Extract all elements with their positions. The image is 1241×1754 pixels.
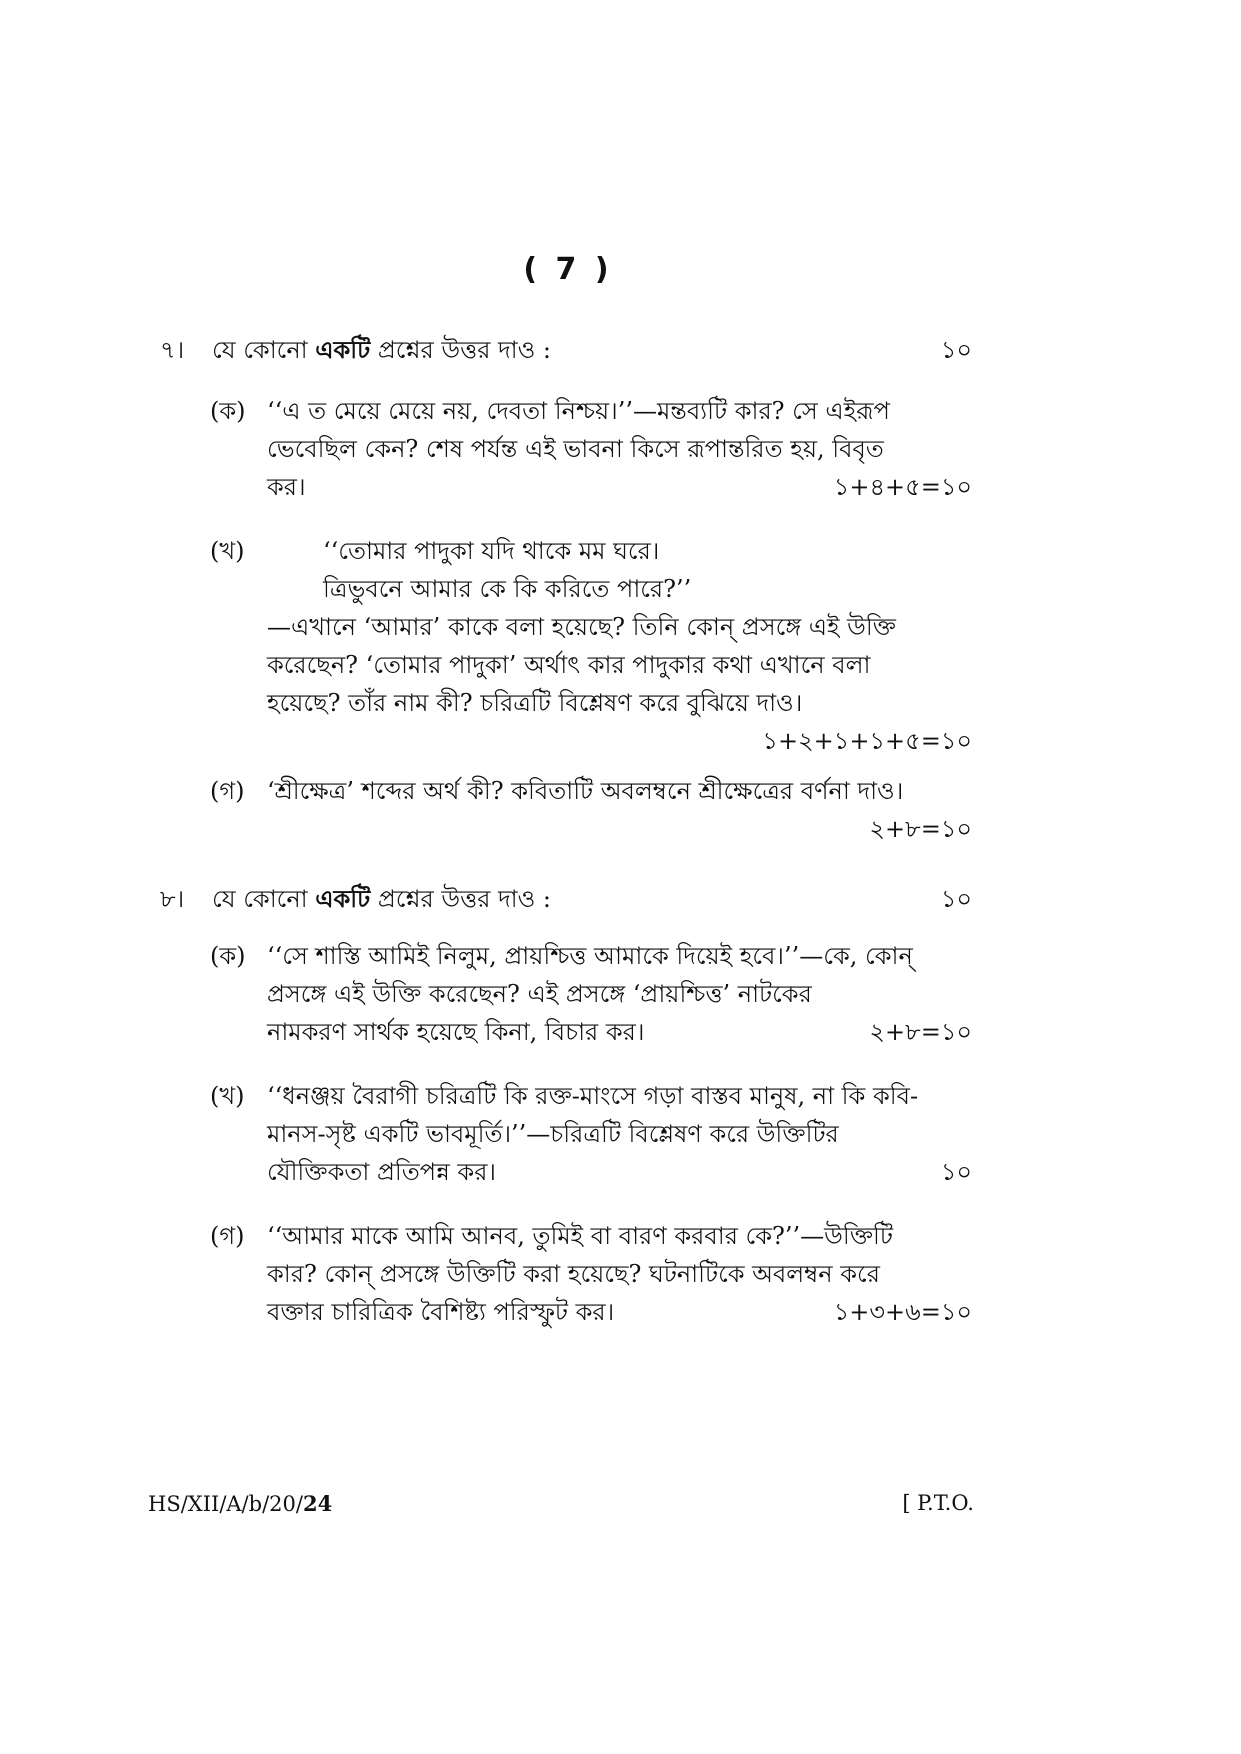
sub-question-label: (গ) xyxy=(210,1222,245,1250)
sub-question-marks: ১০ xyxy=(940,1158,972,1186)
text-line: ‘‘আমার মাকে আমি আনব, তুমিই বা বারণ করবার কে?’’—উক্তিটি xyxy=(267,1222,894,1250)
question-8c xyxy=(210,1217,972,1331)
sub-question-marks: ১+৪+৫=১০ xyxy=(833,473,972,501)
question-number: ৭। xyxy=(160,336,185,364)
sub-question-marks: ১+২+১+১+৫=১০ xyxy=(762,727,972,755)
question-8-heading xyxy=(160,881,972,917)
question-7-heading xyxy=(160,332,972,368)
text-line: যৌক্তিকতা প্রতিপন্ন কর। xyxy=(267,1158,496,1186)
question-instruction: যে কোনো একটি প্রশ্নের উত্তর দাও : xyxy=(212,884,552,913)
question-7a xyxy=(210,392,972,506)
text-line: বক্তার চারিত্রিক বৈশিষ্ট্য পরিস্ফুট কর। xyxy=(267,1298,615,1326)
paper-code-year: 24 xyxy=(302,1491,333,1516)
question-7b xyxy=(210,532,972,760)
page-footer xyxy=(148,1491,974,1516)
text-line: কার? কোন্ প্রসঙ্গে উক্তিটি করা হয়েছে? ঘটনাটিকে অবলম্বন করে xyxy=(267,1260,880,1288)
sub-question-marks: ২+৮=১০ xyxy=(869,815,972,843)
text-line: ভেবেছিল কেন? শেষ পর্যন্ত এই ভাবনা কিসে রূপান্তরিত হয়, বিবৃত xyxy=(267,435,884,463)
verse-line: ‘‘তোমার পাদুকা যদি থাকে মম ঘরে। xyxy=(323,537,660,565)
page-number: ( 7 ) xyxy=(523,252,613,287)
question-number: ৮। xyxy=(160,885,185,913)
paper-code xyxy=(148,1491,332,1516)
question-8b xyxy=(210,1077,972,1191)
question-8a xyxy=(210,937,972,1051)
text-line: ‘‘ধনঞ্জয় বৈরাগী চরিত্রটি কি রক্ত-মাংসে গড়া বাস্তব মানুষ, না কি কবি- xyxy=(267,1082,919,1110)
text-line: করেছেন? ‘তোমার পাদুকা’ অর্থাৎ কার পাদুকার কথা এখানে বলা xyxy=(267,651,871,679)
paper-code-text: HS/XII/A/b/20/ xyxy=(148,1492,303,1516)
text-line: ‘‘এ ত মেয়ে মেয়ে নয়, দেবতা নিশ্চয়।’’—মন্তব্যটি কার? সে এইরূপ xyxy=(267,397,890,425)
question-instruction: যে কোনো একটি প্রশ্নের উত্তর দাও : xyxy=(212,335,552,364)
please-turn-over: [ P.T.O. xyxy=(902,1491,974,1515)
sub-question-marks: ২+৮=১০ xyxy=(869,1018,972,1046)
text-line: মানস-সৃষ্ট একটি ভাবমূর্তি।’’—চরিত্রটি বিশ্লেষণ করে উক্তিটির xyxy=(267,1120,839,1148)
text-line: —এখানে ‘আমার’ কাকে বলা হয়েছে? তিনি কোন্ প্রসঙ্গে এই উক্তি xyxy=(267,613,897,641)
text-line: নামকরণ সার্থক হয়েছে কিনা, বিচার কর। xyxy=(267,1018,645,1046)
sub-question-label: (খ) xyxy=(210,1082,245,1110)
text-line: কর। xyxy=(267,473,306,501)
text-line: প্রসঙ্গে এই উক্তি করেছেন? এই প্রসঙ্গে ‘প্রায়শ্চিত্ত’ নাটকের xyxy=(267,980,812,1008)
question-marks: ১০ xyxy=(940,885,972,913)
text-line: ‘শ্রীক্ষেত্র’ শব্দের অর্থ কী? কবিতাটি অবলম্বনে শ্রীক্ষেত্রের বর্ণনা দাও। xyxy=(267,777,904,805)
question-marks: ১০ xyxy=(940,336,972,364)
text-line: হয়েছে? তাঁর নাম কী? চরিত্রটি বিশ্লেষণ করে বুঝিয়ে দাও। xyxy=(267,689,803,717)
sub-question-label: (খ) xyxy=(210,537,245,565)
verse-line: ত্রিভুবনে আমার কে কি করিতে পারে?’’ xyxy=(323,575,692,603)
sub-question-label: (গ) xyxy=(210,777,245,805)
sub-question-label: (ক) xyxy=(210,942,246,970)
text-line: ‘‘সে শাস্তি আমিই নিলুম, প্রায়শ্চিত্ত আমাকে দিয়েই হবে।’’—কে, কোন্ xyxy=(267,942,913,970)
sub-question-label: (ক) xyxy=(210,397,246,425)
sub-question-marks: ১+৩+৬=১০ xyxy=(833,1298,972,1326)
question-7c xyxy=(210,772,972,848)
